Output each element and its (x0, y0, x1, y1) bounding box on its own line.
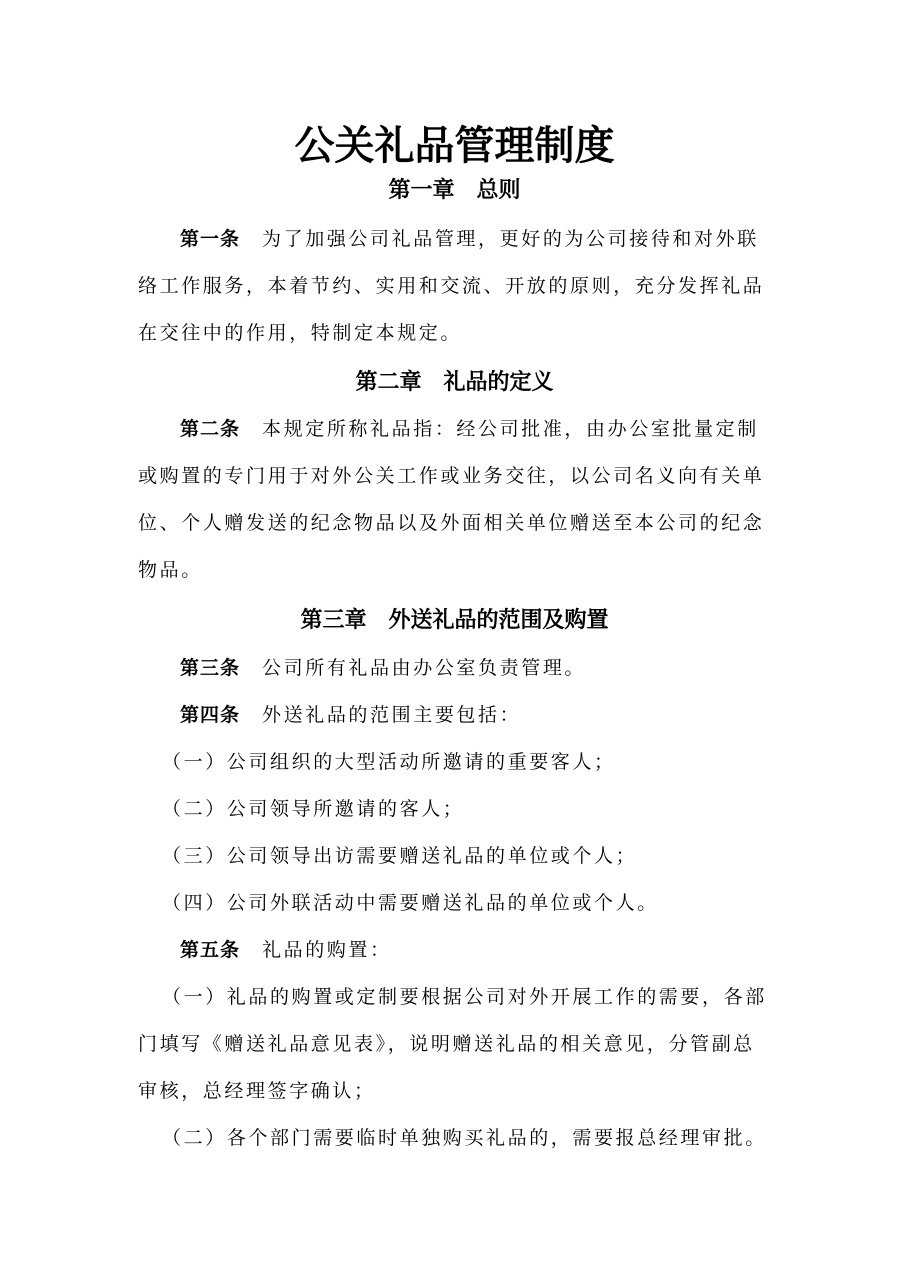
article-label: 第二条 (180, 418, 241, 440)
list-item: （二）各个部门需要临时单独购买礼品的，需要报总经理审批。 (162, 1127, 767, 1149)
chapter-heading-3: 第三章 外送礼品的范围及购置 (300, 608, 609, 633)
article-label: 第四条 (180, 704, 241, 726)
article-1-line-3: 在交往中的作用，特制定本规定。 (138, 322, 463, 344)
article-3-line-1 (138, 645, 778, 692)
list-item: （二）公司领导所邀请的客人； (162, 798, 465, 820)
article-label: 第三条 (180, 657, 241, 679)
list-item-continuation: 门填写《赠送礼品意见表》，说明赠送礼品的相关意见，分管副总 (138, 1033, 755, 1055)
list-item: （一）礼品的购置或定制要根据公司对外开展工作的需要，各部 (162, 986, 767, 1008)
article-text: 为了加强公司礼品管理，更好的为公司接待和对外联 (262, 228, 759, 250)
list-item: （一）公司组织的大型活动所邀请的重要客人； (162, 751, 616, 773)
article-2 (138, 406, 778, 594)
article-text: 公司所有礼品由办公室负责管理。 (262, 657, 587, 679)
article-1-line-1 (138, 216, 778, 263)
list-item-continuation: 审核，总经理签字确认； (138, 1080, 376, 1102)
article-text: 本规定所称礼品指：经公司批准，由办公室批量定制 (262, 418, 759, 440)
chapter-3-body (138, 645, 778, 1162)
chapter-heading-1: 第一章 总则 (388, 178, 521, 203)
list-item: （三）公司领导出访需要赠送礼品的单位或个人； (162, 845, 638, 867)
article-2-line-2: 或购置的专门用于对外公关工作或业务交往，以公司名义向有关单 (138, 465, 765, 487)
list-item: （四）公司外联活动中需要赠送礼品的单位或个人。 (162, 892, 659, 914)
article-4-line-1 (138, 692, 778, 739)
article-1-line-2: 络工作服务，本着节约、实用和交流、开放的原则，充分发挥礼品 (138, 275, 765, 297)
article-2-line-3: 位、个人赠发送的纪念物品以及外面相关单位赠送至本公司的纪念 (138, 512, 765, 534)
chapter-heading-2: 第二章 礼品的定义 (355, 370, 554, 395)
article-label: 第一条 (180, 228, 241, 250)
article-5-line-1 (138, 927, 778, 974)
article-text: 外送礼品的范围主要包括： (262, 704, 522, 726)
document-title: 公关礼品管理制度 (294, 123, 615, 169)
article-2-line-4: 物品。 (138, 559, 203, 581)
article-label: 第五条 (180, 939, 241, 961)
article-1 (138, 216, 778, 357)
article-2-line-1 (138, 406, 778, 453)
article-text: 礼品的购置： (262, 939, 392, 961)
